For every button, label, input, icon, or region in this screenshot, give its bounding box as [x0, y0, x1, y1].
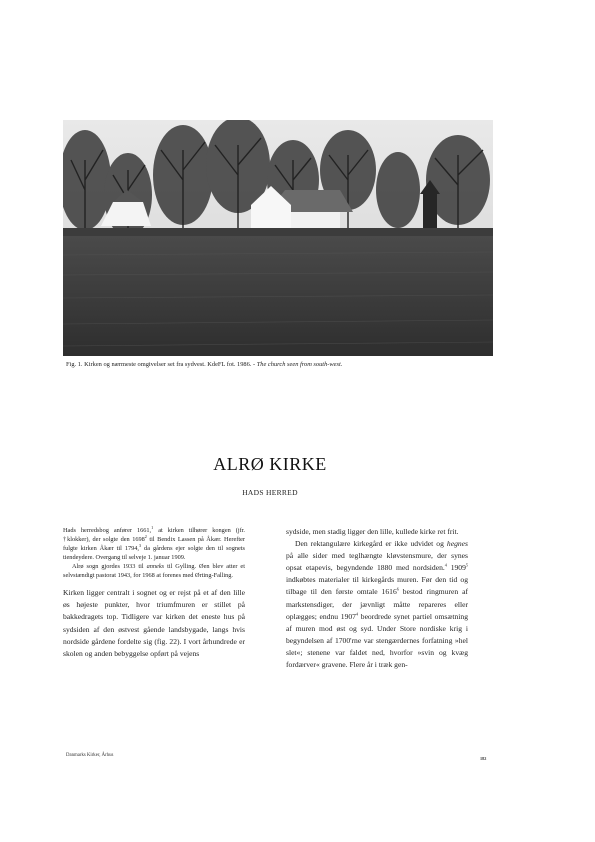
figure-caption — [66, 361, 506, 369]
left-column — [63, 526, 245, 660]
page-title: ALRØ KIRKE — [213, 454, 327, 474]
location-continued-paragraph: sydside, men stadig ligger den lille, kullede kirke ret frit. — [286, 527, 459, 536]
location-paragraph: Kirken ligger centralt i sognet og er rejst på et af den lille øs højeste punkter, hvor triumfmuren er stillet på bakkedragets top. Tidligere var kirken det eneste hus på sydsiden af den østvest gående landsbygade, langs hvis nordside gårdene fordelte sig (fig. 22). I vort århundrede er skolen og anden bebyggelse opført på vejens — [63, 588, 245, 658]
footer-publisher: Danmarks Kirker, Århus — [66, 753, 114, 758]
parish-paragraph: Alrø sogn gjordes 1933 til anneks til Gylling. Øen blev atter et selvstændigt pastorat 1943, for 1968 at forenes med Ørting-Falling. — [63, 563, 245, 580]
caption-text: Fig. 1. Kirken og nærmeste omgivelser set fra sydvest. KdeFL fot. 1986. - — [66, 361, 257, 368]
page-subtitle: HADS HERRED — [242, 488, 298, 497]
page-number: 182 — [480, 756, 487, 761]
history-paragraph: Hads herredsbog anfører 1661,$^1$ at kirken tilhører kongen (jfr. †klokker), der solgte den 1698$^2$ til Bendix Lassen på Åkær. Herefter fulgte kirken Åkær til 1794,$^3$ da gårdens ejer solgte den til sognets tiendeydere. Overgang til selveje 1. januar 1909. — [63, 524, 245, 562]
church-photograph — [63, 120, 493, 356]
churchyard-paragraph: Den rektangulære kirkegård er ikke udvidet og hegnes på alle sider med teglhængte kløvstensmure, der synes opsat etapevis, begyndende 1880 med nordsiden.$^4$ 1909$^5$ indkøbtes materialer til kirkegårds muren. Før den tid og tilbage til den første omtale 1616$^6$ bestod ringmuren af markstensdiger, der jævnligt måtte repareres eller oplægges; endnu 1907$^4$ beordrede synet partiel omsætning af muren mod øst og syd. Under Store nordiske krig i begyndelsen af 1700'rne var stengærdernes forfatning »hel slet«; stenene var faldet ned, hvorfor »svin og kvæg fordærver« gravene. Flere år i træk gen- — [286, 539, 469, 670]
caption-english: The church seen from south-west. — [256, 361, 343, 368]
right-column — [286, 526, 468, 671]
